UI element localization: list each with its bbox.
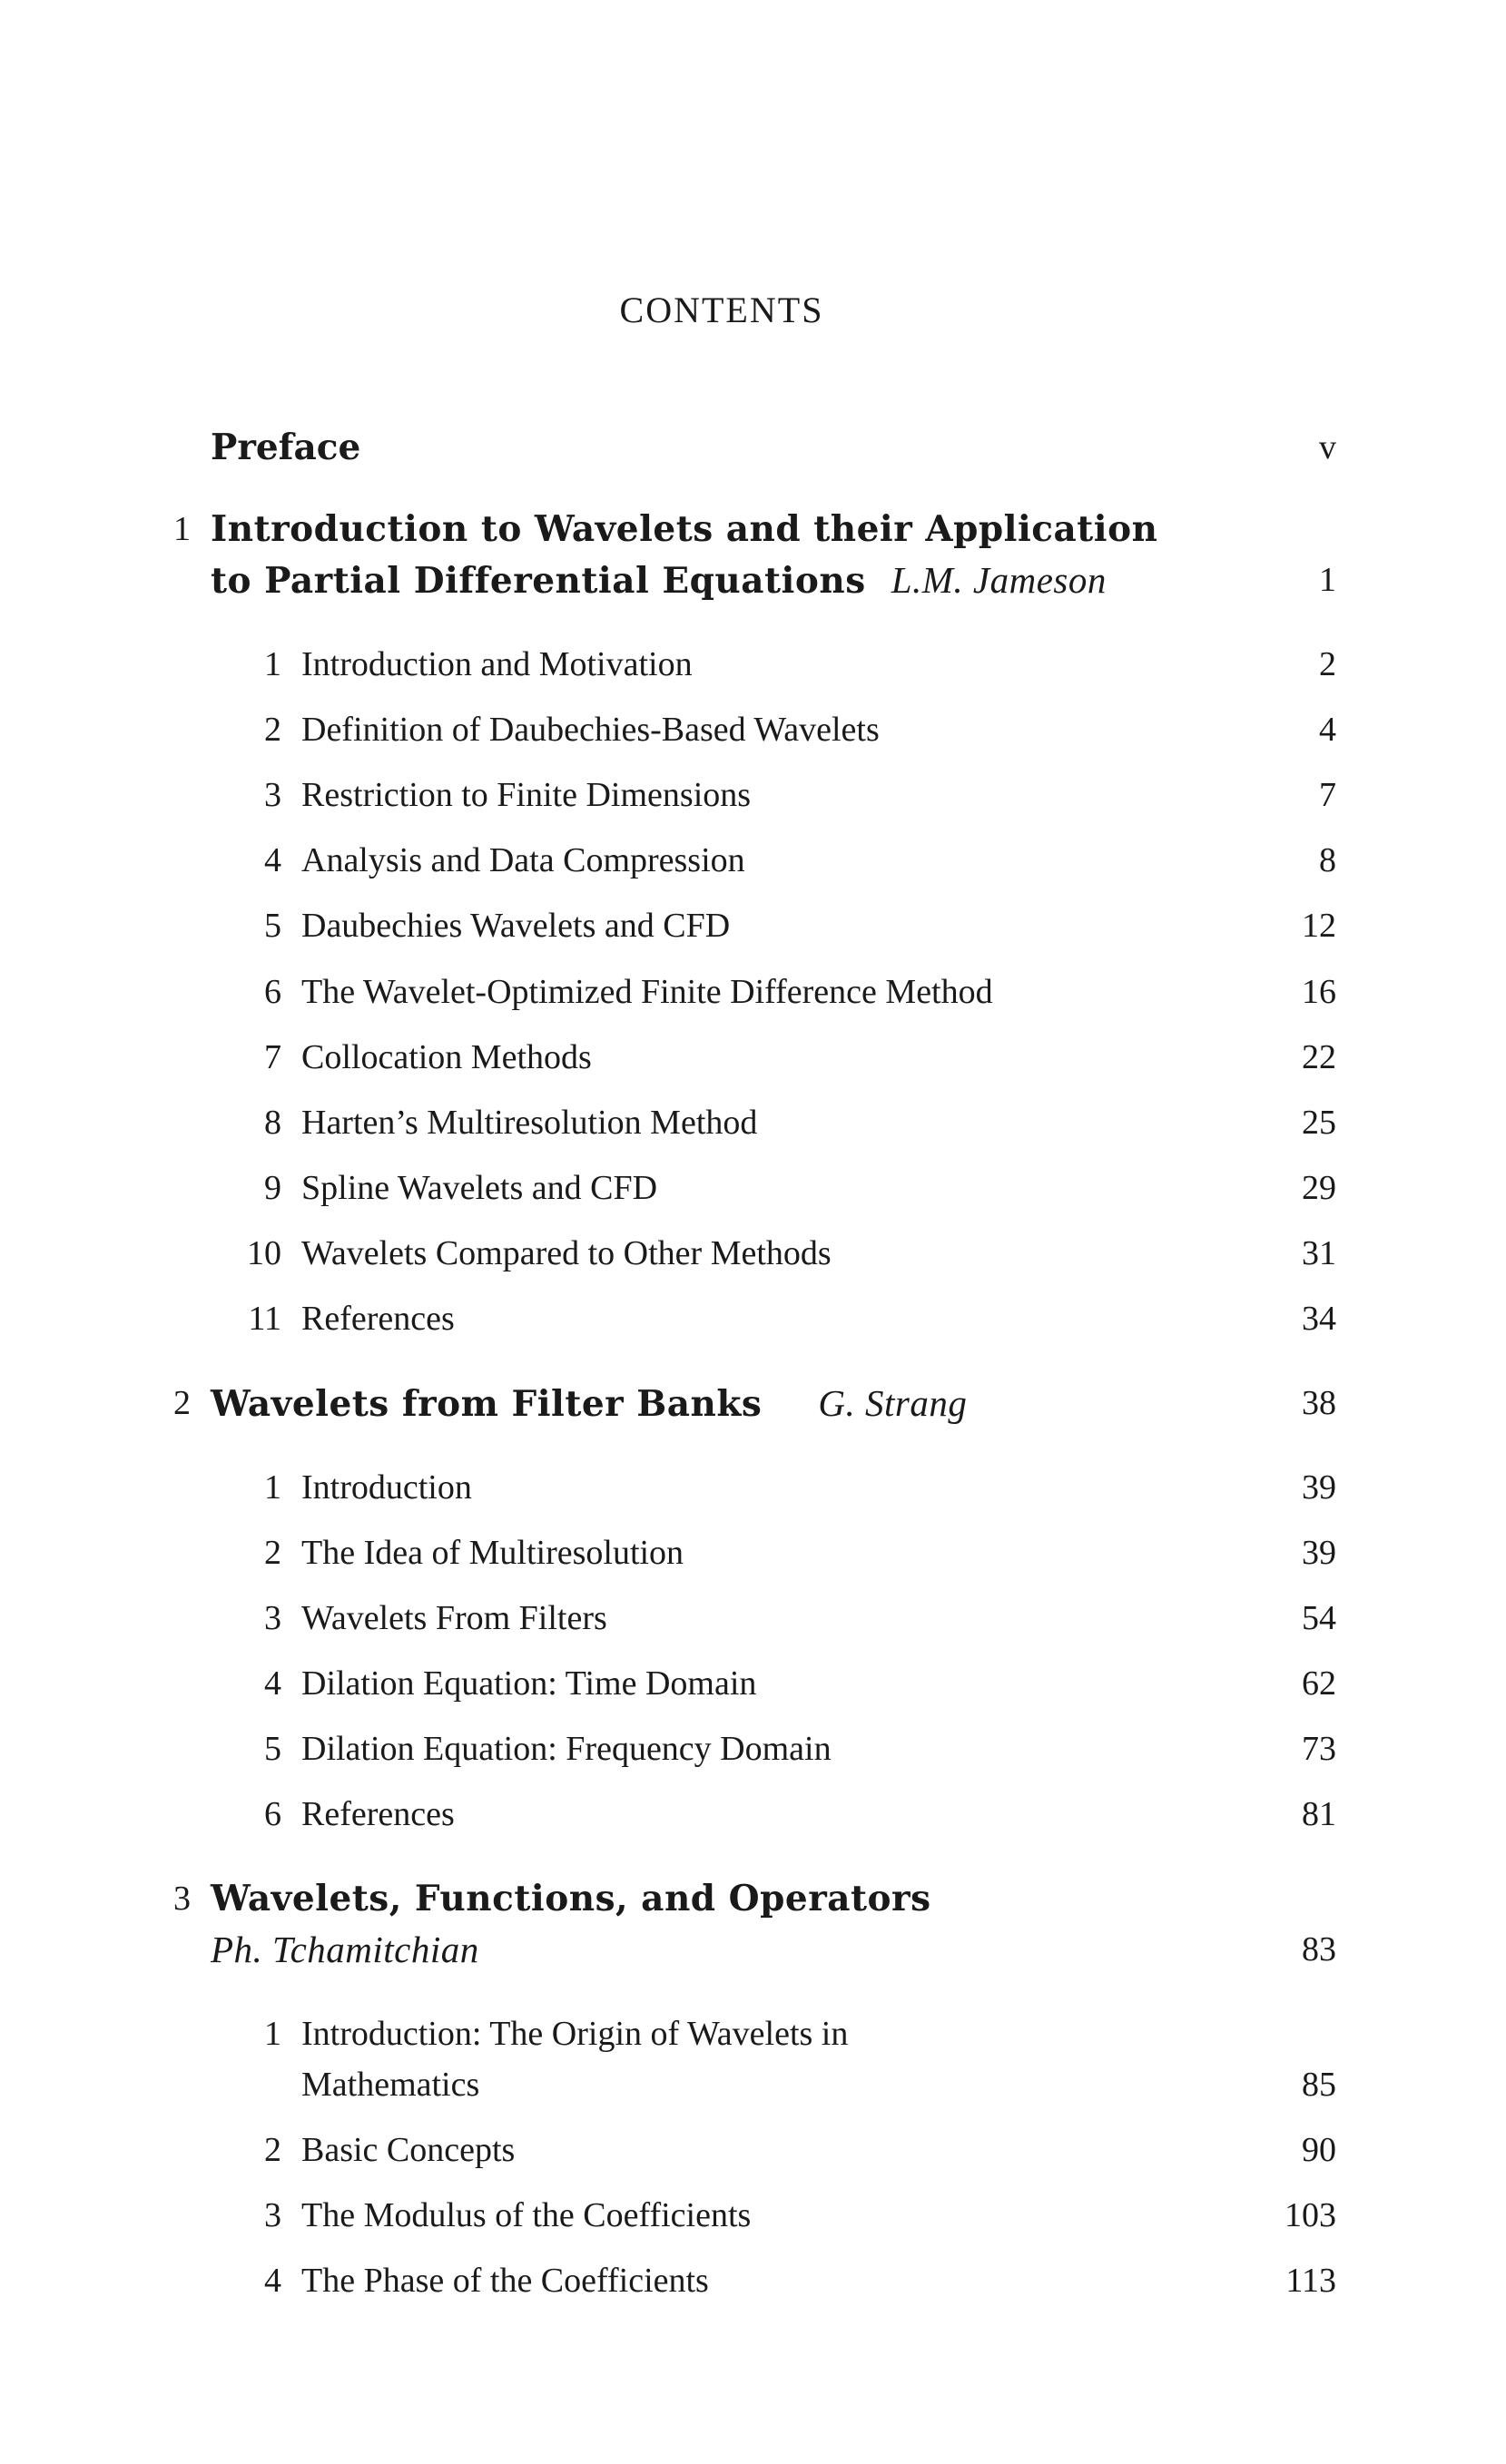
- section-title: The Phase of the Coefficients: [301, 2262, 709, 2300]
- section-title: Introduction: The Origin of Wavelets in: [301, 2015, 849, 2053]
- section-title: Dilation Equation: Time Domain: [301, 1664, 757, 1703]
- page-number: v: [1319, 428, 1336, 466]
- page-number: 81: [1302, 1795, 1336, 1833]
- chapter-author: G. Strang: [818, 1382, 968, 1424]
- page-number: 62: [1302, 1664, 1336, 1703]
- section-number: 10: [247, 1234, 281, 1272]
- section-title: The Modulus of the Coefficients: [301, 2196, 752, 2234]
- section-title: Wavelets From Filters: [301, 1599, 607, 1637]
- chapter-number: 1: [173, 510, 191, 548]
- section-number: 8: [264, 1104, 281, 1142]
- section-title: The Wavelet-Optimized Finite Difference Method: [301, 973, 993, 1011]
- page-number: 2: [1319, 645, 1336, 683]
- section-number: 6: [264, 1795, 281, 1833]
- section-title: Basic Concepts: [301, 2131, 516, 2169]
- section-number: 5: [264, 907, 281, 945]
- section-number: 11: [248, 1300, 281, 1338]
- page-title: CONTENTS: [619, 290, 824, 330]
- chapter-title-line: Introduction to Wavelets and their Application: [211, 508, 1158, 550]
- page-number: 85: [1302, 2066, 1336, 2104]
- section-number: 1: [264, 645, 281, 683]
- section-title: Harten’s Multiresolution Method: [301, 1104, 758, 1142]
- section-title: Restriction to Finite Dimensions: [301, 776, 752, 814]
- section-number: 5: [264, 1730, 281, 1768]
- page-number: 83: [1302, 1930, 1336, 1968]
- section-number: 1: [264, 2015, 281, 2053]
- page-number: 7: [1319, 776, 1336, 814]
- chapter-title-line: to Partial Differential Equations: [211, 560, 866, 602]
- page-number: 103: [1285, 2196, 1336, 2234]
- section-number: 4: [264, 2262, 281, 2300]
- page-number: 31: [1302, 1234, 1336, 1272]
- page-number: 25: [1302, 1104, 1336, 1142]
- preface-label: Preface: [211, 427, 361, 468]
- section-number: 1: [264, 1468, 281, 1507]
- section-title: Daubechies Wavelets and CFD: [301, 907, 731, 945]
- page-number: 8: [1319, 841, 1336, 879]
- section-number: 9: [264, 1169, 281, 1207]
- chapter-number: 3: [173, 1880, 191, 1918]
- section-number: 4: [264, 1664, 281, 1703]
- section-number: 6: [264, 973, 281, 1011]
- section-number: 2: [264, 2131, 281, 2169]
- page-number: 22: [1302, 1038, 1336, 1076]
- page-number: 29: [1302, 1169, 1336, 1207]
- section-title: Definition of Daubechies-Based Wavelets: [301, 711, 880, 749]
- chapter-author: Ph. Tchamitchian: [211, 1929, 479, 1970]
- page-number: 34: [1302, 1300, 1336, 1338]
- section-title: Collocation Methods: [301, 1038, 592, 1076]
- page-number: 39: [1302, 1534, 1336, 1572]
- page-number: 73: [1302, 1730, 1336, 1768]
- section-number: 2: [264, 711, 281, 749]
- section-number: 3: [264, 776, 281, 814]
- section-title: Analysis and Data Compression: [301, 841, 745, 879]
- chapter-title-line: Wavelets, Functions, and Operators: [211, 1878, 931, 1919]
- section-title: Spline Wavelets and CFD: [301, 1169, 658, 1207]
- section-title: Introduction: [301, 1468, 472, 1507]
- section-title: Dilation Equation: Frequency Domain: [301, 1730, 832, 1768]
- section-number: 7: [264, 1038, 281, 1076]
- page-number: 12: [1302, 907, 1336, 945]
- section-title: Wavelets Compared to Other Methods: [301, 1234, 832, 1272]
- section-number: 3: [264, 1599, 281, 1637]
- page-number: 4: [1319, 711, 1336, 749]
- section-title: Mathematics: [301, 2066, 480, 2104]
- page-number: 90: [1302, 2131, 1336, 2169]
- section-number: 3: [264, 2196, 281, 2234]
- section-title: Introduction and Motivation: [301, 645, 693, 683]
- page-number: 16: [1302, 973, 1336, 1011]
- page-number: 1: [1319, 561, 1336, 599]
- section-number: 2: [264, 1534, 281, 1572]
- page-number: 113: [1285, 2262, 1336, 2300]
- section-number: 4: [264, 841, 281, 879]
- page-number: 38: [1302, 1384, 1336, 1422]
- chapter-author: L.M. Jameson: [891, 559, 1107, 601]
- section-title: References: [301, 1300, 455, 1338]
- page-number: 54: [1302, 1599, 1336, 1637]
- page-number: 39: [1302, 1468, 1336, 1507]
- section-title: References: [301, 1795, 455, 1833]
- chapter-number: 2: [173, 1384, 191, 1422]
- chapter-title-line: Wavelets from Filter Banks: [211, 1383, 763, 1425]
- section-title: The Idea of Multiresolution: [301, 1534, 684, 1572]
